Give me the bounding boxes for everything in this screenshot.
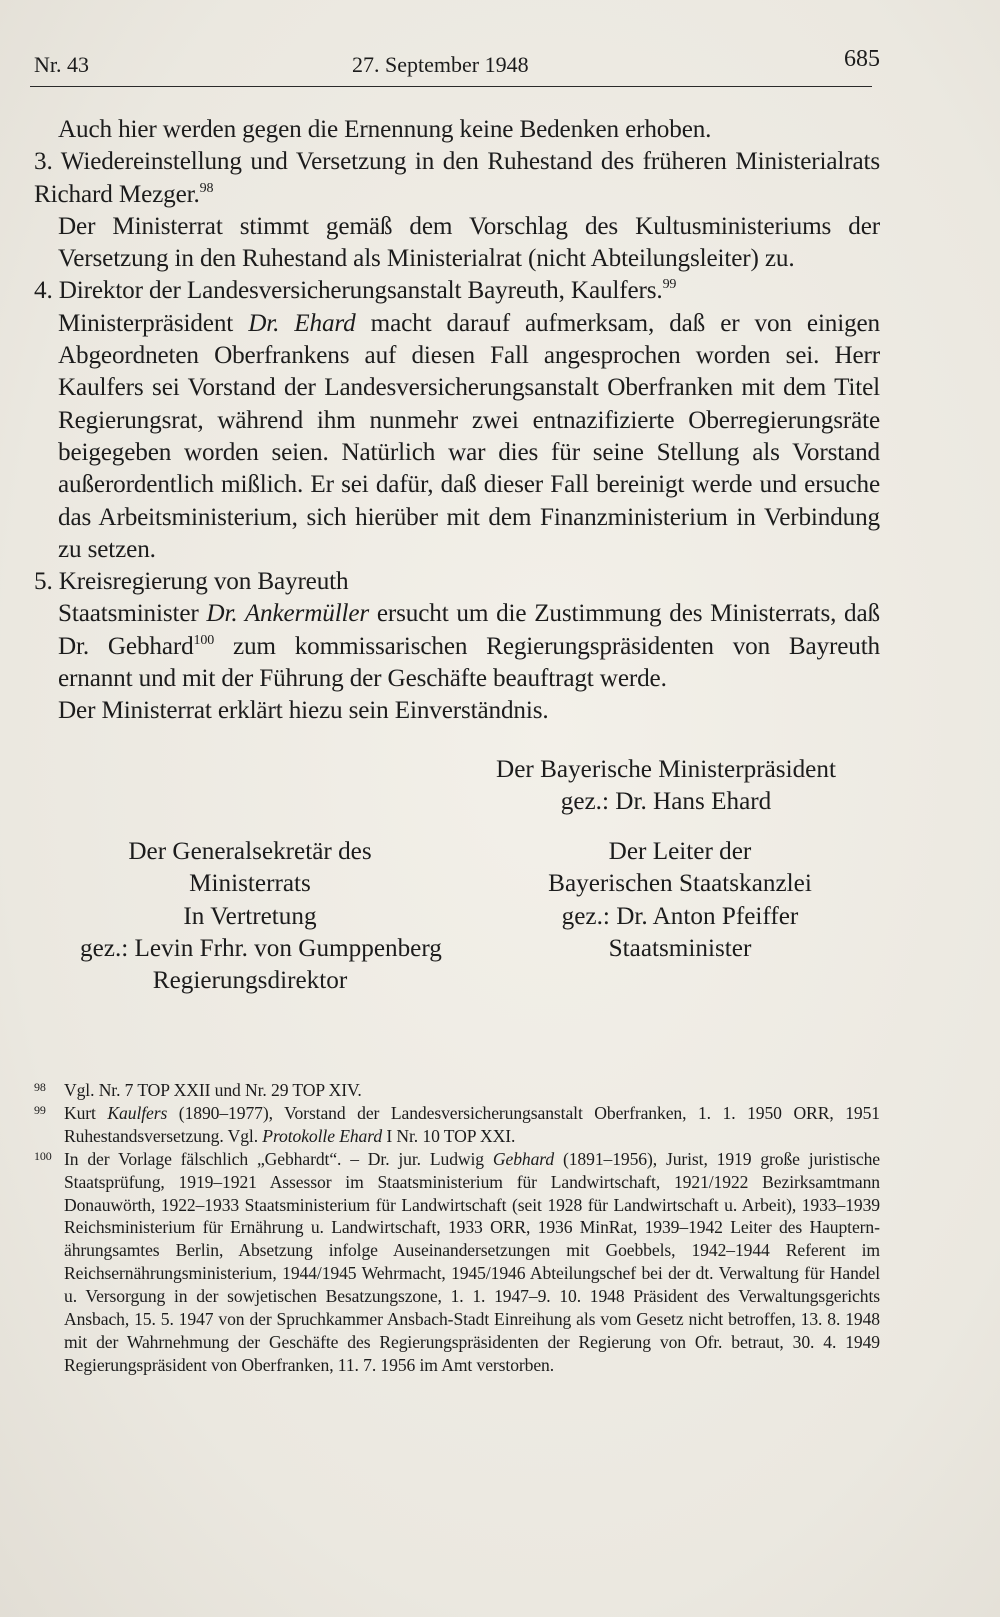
footnote-number: 100 [34, 1148, 52, 1163]
page-number: 685 [844, 46, 880, 72]
footnote-98 [34, 1079, 880, 1102]
footnote-99 [34, 1102, 880, 1148]
document-number: Nr. 43 [34, 52, 89, 77]
item-3-heading [34, 146, 880, 211]
signature-line: Staatsminister [608, 934, 752, 962]
ankermueller-mid: ersucht um die Zustimmung des Ministerrats, daß Dr. Gebhard [58, 600, 880, 660]
signature-line: Bayerischen Staatskanzlei [548, 870, 812, 898]
footnote-text: I Nr. 10 TOP XXI. [382, 1125, 516, 1146]
footnote-text: (1890–1977), Vorstand der Landesversicherungsanstalt Oberfranken, 1. 1. 1950 ORR, 1951 Ruhestandsversetzung. Vgl. [64, 1102, 880, 1146]
footnote-text: Kurt [64, 1102, 108, 1123]
ehard-pre: Ministerpräsident [58, 309, 249, 337]
footnote-100 [34, 1148, 880, 1377]
paragraph-no-objection: Auch hier werden gegen die Ernennung keine Bedenken erhoben. [58, 116, 712, 143]
main-text [34, 114, 880, 728]
signature-line: Ministerrats [189, 870, 311, 898]
footnote-ref-100[interactable]: 100 [193, 632, 215, 648]
signature-line: gez.: Dr. Hans Ehard [560, 788, 772, 816]
speaker-ankermueller: Dr. Ankermüller [206, 600, 370, 628]
paragraph-retirement-decision: Der Ministerrat stimmt gemäß dem Vorschlag des Kultusministeriums der Versetzung in den Ruhestand als Ministerialrat (nicht Abteilungsleiter) zu. [58, 212, 880, 273]
ehard-post: macht darauf aufmerksam, daß er von einigen Abgeordneten Oberfrankens auf diesen Fall angesprochen worden sei. Herr Kaulfers sei Vorstand der Landesversicherungsanstalt Oberfranken mit dem Titel Regierungsrat, während ihm nunmehr zwei entnazifizierte Oberregierungsräte beigegeben worden seien. Natürlich war dies für seine Stellung als Vorstand außerordentlich mißlich. Er sei dafür, daß dieser Fall bereinigt werde und ersuche das Arbeitsministerium, sich hierüber mit dem Finanzministerium in Verbindung zu setzen. [58, 309, 881, 563]
person-name: Kaulfers [107, 1102, 168, 1123]
footnote-text: (1891–1956), Jurist, 1919 große juristische Staatsprüfung, 1919–1921 Assessor im Staatsministerium für Landwirtschaft, 1921/1922 Bezirksamtmann Donauwörth, 1922–1933 Staatsministerium für Landwirtschaft (seit 1928 für Landwirtschaft u. Arbeit), 1933–1939 Reichsministerium für Ernährung u. Landwirtschaft, 1933 ORR, 1936 MinRat, 1939–1942 Leiter des Haupternährungsamtes Berlin, Absetzung infolge Auseinandersetzungen mit Goebbels, 1942–1944 Referent im Reichsernährungsministerium, 1944/1945 Wehrmacht, 1945/1946 Abteilungschef bei der dt. Verwaltung für Handel u. Versorgung in der sowjetischen Besatzungszone, 1. 1. 1947–9. 10. 1948 Präsident des Verwaltungsgerichts Ansbach, 15. 5. 1947 von der Spruchkammer Ansbach-Stadt Einreihung als vom Gesetz nicht betroffen, 13. 8. 1948 mit der Wahrnehmung der Geschäfte des Regierungspräsidenten der Regierung von Ofr. betraut, 30. 4. 1949 Regierungspräsident von Oberfranken, 11. 7. 1956 im Amt verstorben. [64, 1148, 881, 1375]
paragraph-ankermueller-request [34, 598, 880, 695]
footnote-ref-98[interactable]: 98 [199, 180, 214, 196]
paragraph-consent: Der Ministerrat erklärt hiezu sein Einverständnis. [58, 697, 549, 725]
signature-line: gez.: Levin Frhr. von Gumppenberg [80, 934, 442, 962]
signature-general-secretary [80, 836, 442, 997]
signature-minister-president [466, 754, 866, 819]
header-rule [30, 86, 872, 87]
footnote-number: 98 [34, 1080, 46, 1094]
signature-line: Der Leiter der [608, 838, 752, 865]
item-4-text: 4. Direktor der Landesversicherungsanstalt Bayreuth, Kaulfers. [34, 277, 663, 305]
running-header [34, 44, 880, 84]
footnote-text: In der Vorlage fälschlich „Gebhardt“. – Dr. jur. Ludwig [64, 1148, 493, 1169]
item-4-heading [34, 275, 880, 307]
source-reference: Protokolle Ehard [262, 1125, 383, 1146]
footnote-text: Vgl. Nr. 7 TOP XXII und Nr. 29 TOP XIV. [64, 1080, 362, 1100]
paragraph-ehard-statement [34, 308, 880, 566]
signature-chancellery-head [480, 836, 880, 965]
item-3-text: 3. Wiedereinstellung und Versetzung in den Ruhestand des früheren Ministerialrats Richard Mezger. [34, 148, 880, 208]
session-date: 27. September 1948 [352, 52, 529, 77]
footnote-ref-99[interactable]: 99 [662, 277, 677, 293]
signature-line: Der Bayerische Ministerpräsident [496, 756, 836, 783]
item-5-heading: 5. Kreisregierung von Bayreuth [34, 568, 349, 596]
signature-line: Regierungsdirektor [152, 967, 348, 995]
signature-line: Der Generalsekretär des [128, 838, 372, 865]
ankermueller-pre: Staatsminister [58, 600, 207, 628]
person-name: Gebhard [492, 1148, 555, 1169]
signature-line: gez.: Dr. Anton Pfeiffer [561, 902, 799, 930]
ankermueller-post: zum kommissarischen Regierungspräsidenten von Bayreuth ernannt und mit der Führung der Geschäfte beauftragt werde. [58, 632, 880, 693]
speaker-ehard: Dr. Ehard [248, 309, 356, 337]
footnote-number: 99 [34, 1102, 46, 1117]
signature-line: In Vertretung [183, 902, 317, 930]
footnotes [34, 1079, 880, 1377]
